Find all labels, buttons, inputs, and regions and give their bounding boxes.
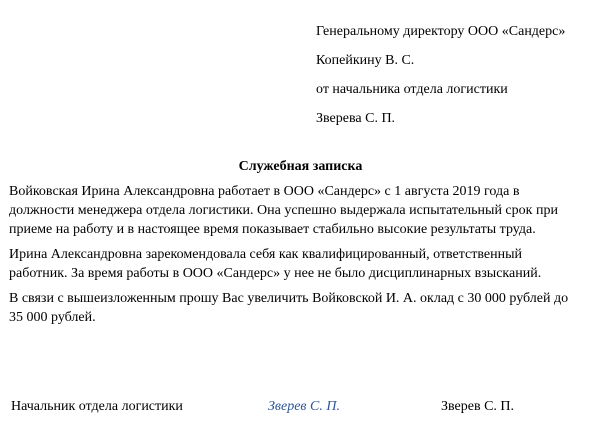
paragraph-line: 35 000 рублей. <box>9 310 96 325</box>
addressee-to-name: Копейкину В. С. <box>316 53 415 68</box>
memo-body <box>9 182 589 333</box>
addressee-block <box>316 17 596 133</box>
paragraph-line: работник. За время работы в ООО «Сандерс» у нее не было дисциплинарных взысканий. <box>9 266 542 281</box>
handwritten-signature: Зверев С. П. <box>268 399 340 414</box>
addressee-from-name: Зверева С. П. <box>316 111 396 126</box>
paragraph-line: приеме на работу и в настоящее время показывает стабильно высокие результаты труда. <box>9 222 536 237</box>
addressee-from-position: от начальника отдела логистики <box>316 82 508 97</box>
paragraph-line: Ирина Александровна зарекомендовала себя как квалифицированный, ответственный <box>9 247 522 262</box>
signature-position: Начальник отдела логистики <box>11 399 183 414</box>
paragraph-employment <box>9 182 589 239</box>
paragraph-qualification <box>9 245 589 283</box>
paragraph-line: должности менеджера отдела логистики. Она успешно выдержала испытательный срок при <box>9 203 558 218</box>
paragraph-line: В связи с вышеизложенным прошу Вас увеличить Войковской И. А. оклад с 30 000 рублей до <box>9 291 569 306</box>
addressee-to-position: Генеральному директору ООО «Сандерс» <box>316 24 566 39</box>
paragraph-line: Войковская Ирина Александровна работает в ООО «Сандерс» с 1 августа 2019 года в <box>9 184 520 199</box>
signature-name: Зверев С. П. <box>441 399 515 414</box>
document-title: Служебная записка <box>238 159 363 174</box>
paragraph-request <box>9 289 589 327</box>
signature-block <box>0 397 601 417</box>
